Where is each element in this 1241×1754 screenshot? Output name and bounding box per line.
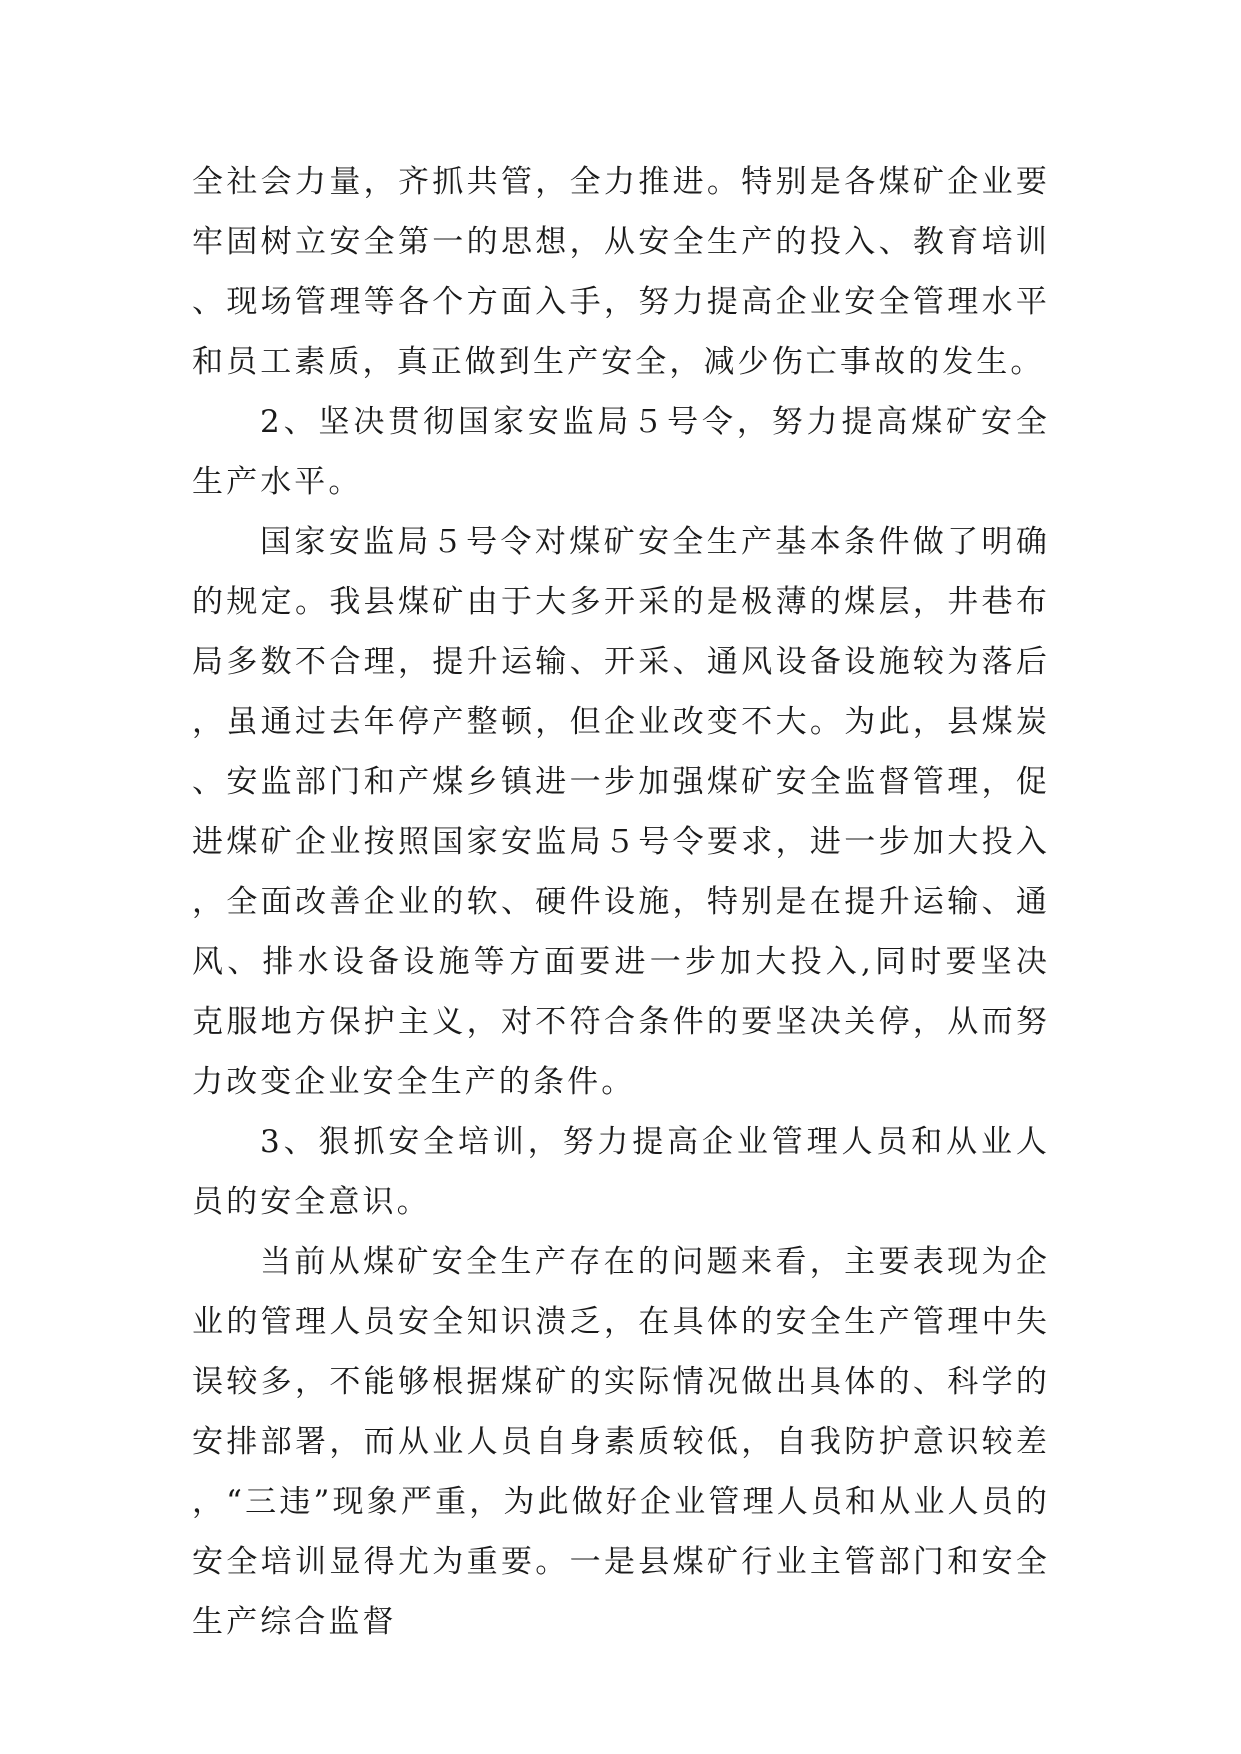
document-page	[192, 152, 1050, 1652]
paragraph-order-5-body: 国家安监局５号令对煤矿安全生产基本条件做了明确的规定。我县煤矿由于大多开采的是极薄的煤层，井巷布局多数不合理，提升运输、开采、通风设备设施较为落后，虽通过去年停产整顿，但企业改变不大。为此，县煤炭、安监部门和产煤乡镇进一步加强煤矿安全监督管理，促进煤矿企业按照国家安监局５号令要求，进一步加大投入，全面改善企业的软、硬件设施，特别是在提升运输、通风、排水设备设施等方面要进一步加大投入,同时要坚决克服地方保护主义，对不符合条件的要坚决关停，从而努力改变企业安全生产的条件。	[192, 524, 1050, 1100]
paragraph-heading-2: 2、坚决贯彻国家安监局５号令，努力提高煤矿安全生产水平。	[192, 404, 1050, 500]
paragraph-training-body: 当前从煤矿安全生产存在的问题来看，主要表现为企业的管理人员安全知识溃乏，在具体的安全生产管理中失误较多，不能够根据煤矿的实际情况做出具体的、科学的安排部署，而从业人员自身素质较低，自我防护意识较差，“三违”现象严重，为此做好企业管理人员和从业人员的安全培训显得尤为重要。一是县煤矿行业主管部门和安全生产综合监督	[192, 1244, 1050, 1640]
paragraph-intro-continuation: 全社会力量，齐抓共管，全力推进。特别是各煤矿企业要牢固树立安全第一的思想，从安全生产的投入、教育培训、现场管理等各个方面入手，努力提高企业安全管理水平和员工素质，真正做到生产安全，减少伤亡事故的发生。	[192, 164, 1050, 380]
paragraph-heading-3: 3、狠抓安全培训，努力提高企业管理人员和从业人员的安全意识。	[192, 1124, 1050, 1220]
